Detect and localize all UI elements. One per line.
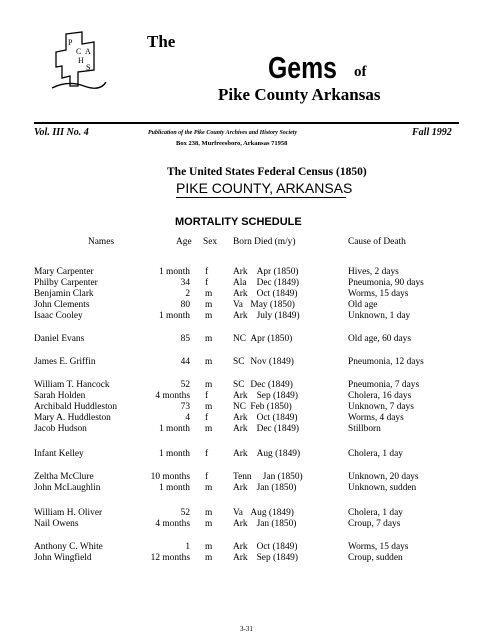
record-age: 52 xyxy=(180,508,190,518)
col-born-died: Born Died (m/y) xyxy=(233,237,296,247)
record-name: Sarah Holden xyxy=(34,391,86,401)
record-age: 1 month xyxy=(159,424,190,434)
record-age: 1 month xyxy=(159,267,190,277)
record-name: Zeltha McClure xyxy=(34,472,94,482)
record-sex: m xyxy=(205,334,213,344)
record-cause: Unknown, 1 day xyxy=(348,311,411,321)
record-died: Jan (1850) xyxy=(256,483,297,493)
record-age: 4 xyxy=(185,413,190,423)
masthead-gems: Gems xyxy=(268,50,337,85)
record-born: Ark xyxy=(233,413,248,423)
col-cause: Cause of Death xyxy=(348,237,406,247)
svg-text:H: H xyxy=(78,56,84,65)
record-born: Tenn xyxy=(233,472,252,482)
record-sex: f xyxy=(205,413,209,423)
record-born: Ark xyxy=(233,391,248,401)
record-born: Ala xyxy=(233,278,247,288)
record-sex: m xyxy=(205,553,213,563)
record-sex: f xyxy=(205,278,209,288)
record-born: Ark xyxy=(233,519,248,529)
record-sex: m xyxy=(205,542,213,552)
record-cause: Unknown, 7 days xyxy=(348,402,414,412)
record-sex: m xyxy=(205,402,213,412)
record-age: 4 months xyxy=(155,391,190,401)
record-died: Nov (1849) xyxy=(250,357,294,367)
title-underline xyxy=(176,197,346,198)
svg-text:A: A xyxy=(85,47,91,56)
record-sex: f xyxy=(205,267,209,277)
record-cause: Unknown, sudden xyxy=(348,483,417,493)
record-died: May (1850) xyxy=(250,300,295,310)
record-name: Mary A. Huddleston xyxy=(34,413,111,423)
record-name: Archibald Huddleston xyxy=(34,402,118,412)
address-label: Box 238, Murfreesboro, Arkansas 71958 xyxy=(176,140,288,147)
record-cause: Unknown, 20 days xyxy=(348,472,419,482)
record-died: Sep (1849) xyxy=(256,391,298,401)
record-born: Va xyxy=(233,508,243,518)
record-age: 4 months xyxy=(155,519,190,529)
census-title: The United States Federal Census (1850) xyxy=(167,166,367,178)
record-died: Dec (1849) xyxy=(256,278,300,288)
record-cause: Croup, sudden xyxy=(348,553,403,563)
record-died: Apr (1850) xyxy=(256,267,299,277)
record-name: Nail Owens xyxy=(34,519,79,529)
record-born: Ark xyxy=(233,553,248,563)
record-name: Benjamin Clark xyxy=(34,289,94,299)
masthead-of: of xyxy=(354,64,367,80)
record-age: 1 xyxy=(185,542,190,552)
record-sex: m xyxy=(205,357,213,367)
record-cause: Pneumonia, 90 days xyxy=(348,278,424,288)
svg-text:C: C xyxy=(76,47,82,56)
record-cause: Cholera, 1 day xyxy=(348,449,403,459)
record-died: Oct (1849) xyxy=(256,289,298,299)
record-age: 52 xyxy=(180,380,190,390)
record-sex: m xyxy=(205,508,213,518)
col-names: Names xyxy=(88,237,115,247)
record-died: Oct (1849) xyxy=(256,413,298,423)
record-cause: Worms, 15 days xyxy=(348,289,409,299)
record-age: 44 xyxy=(180,357,190,367)
record-born: Ark xyxy=(233,542,248,552)
record-cause: Old age, 60 days xyxy=(348,334,412,344)
record-sex: m xyxy=(205,300,213,310)
record-age: 1 month xyxy=(159,449,190,459)
record-sex: m xyxy=(205,289,213,299)
record-cause: Hives, 2 days xyxy=(348,267,399,277)
record-died: Dec (1849) xyxy=(250,380,293,390)
record-age: 85 xyxy=(180,334,190,344)
record-sex: m xyxy=(205,380,213,390)
record-sex: m xyxy=(205,519,213,529)
record-age: 73 xyxy=(180,402,190,412)
record-age: 34 xyxy=(180,278,190,288)
record-cause: Pneumonia, 12 days xyxy=(348,357,424,367)
record-age: 1 month xyxy=(159,311,190,321)
record-sex: m xyxy=(205,424,213,434)
svg-text:P: P xyxy=(68,38,73,47)
record-name: Infant Kelley xyxy=(34,449,84,459)
record-name: Philby Carpenter xyxy=(34,278,98,288)
record-died: Jan (1850) xyxy=(256,519,297,529)
record-age: 1 month xyxy=(159,483,190,493)
record-died: Aug (1849) xyxy=(250,508,294,518)
record-sex: m xyxy=(205,483,213,493)
record-born: Ark xyxy=(233,483,248,493)
masthead-the: The xyxy=(147,32,176,51)
record-name: John Clements xyxy=(34,300,90,310)
record-born: Ark xyxy=(233,311,248,321)
record-name: William H. Oliver xyxy=(34,508,103,518)
masthead-county: Pike County Arkansas xyxy=(218,85,381,104)
svg-text:S: S xyxy=(86,63,91,72)
record-name: John McLaughlin xyxy=(34,483,101,493)
record-name: Anthony C. White xyxy=(34,542,103,552)
schedule-title: MORTALITY SCHEDULE xyxy=(175,216,302,228)
society-logo xyxy=(48,30,110,92)
record-age: 12 months xyxy=(150,553,190,563)
record-cause: Stillborn xyxy=(348,424,381,434)
record-died: Feb (1850) xyxy=(250,402,292,412)
record-born: Ark xyxy=(233,449,248,459)
record-born: NC xyxy=(233,334,247,344)
record-born: Va xyxy=(233,300,243,310)
record-died: Oct (1849) xyxy=(256,542,298,552)
record-born: SC xyxy=(233,357,245,367)
record-cause: Worms, 15 days xyxy=(348,542,409,552)
record-born: Ark xyxy=(233,289,248,299)
record-born: NC xyxy=(233,402,247,412)
publication-label: Publication of the Pike County Archives and History Society xyxy=(148,130,298,136)
record-sex: f xyxy=(205,472,209,482)
record-died: Dec (1849) xyxy=(256,424,300,434)
record-born: Ark xyxy=(233,424,248,434)
record-age: 10 months xyxy=(150,472,190,482)
col-sex: Sex xyxy=(203,237,218,247)
record-name: Jacob Hudson xyxy=(34,424,87,434)
header-rule xyxy=(34,122,459,124)
season-label: Fall 1992 xyxy=(412,127,452,138)
col-age: Age xyxy=(176,237,192,247)
place-title: PIKE COUNTY, ARKANSAS xyxy=(176,180,353,196)
record-cause: Cholera, 1 day xyxy=(348,508,403,518)
record-cause: Old age xyxy=(348,300,378,310)
record-died: July (1849) xyxy=(256,311,300,321)
record-sex: f xyxy=(205,391,209,401)
record-died: Sep (1849) xyxy=(256,553,298,563)
record-sex: f xyxy=(205,449,209,459)
record-died: Aug (1849) xyxy=(256,449,301,459)
record-born: Ark xyxy=(233,267,248,277)
record-cause: Croup, 7 days xyxy=(348,519,401,529)
record-name: Mary Carpenter xyxy=(34,267,94,277)
record-age: 2 xyxy=(185,289,190,299)
page-number: 3-31 xyxy=(240,625,253,633)
record-died: Apr (1850) xyxy=(250,334,293,344)
record-name: John Wingfield xyxy=(34,553,92,563)
record-name: William T. Hancock xyxy=(34,380,110,390)
record-cause: Cholera, 16 days xyxy=(348,391,412,401)
record-name: Daniel Evans xyxy=(34,334,85,344)
record-age: 80 xyxy=(180,300,190,310)
record-born: SC xyxy=(233,380,245,390)
record-cause: Worms, 4 days xyxy=(348,413,404,423)
record-sex: m xyxy=(205,311,213,321)
volume-label: Vol. III No. 4 xyxy=(34,127,89,138)
record-name: James E. Griffin xyxy=(34,357,96,367)
record-name: Isaac Cooley xyxy=(34,311,83,321)
record-cause: Pneumonia, 7 days xyxy=(348,380,420,390)
record-died: Jan (1850) xyxy=(262,472,303,482)
